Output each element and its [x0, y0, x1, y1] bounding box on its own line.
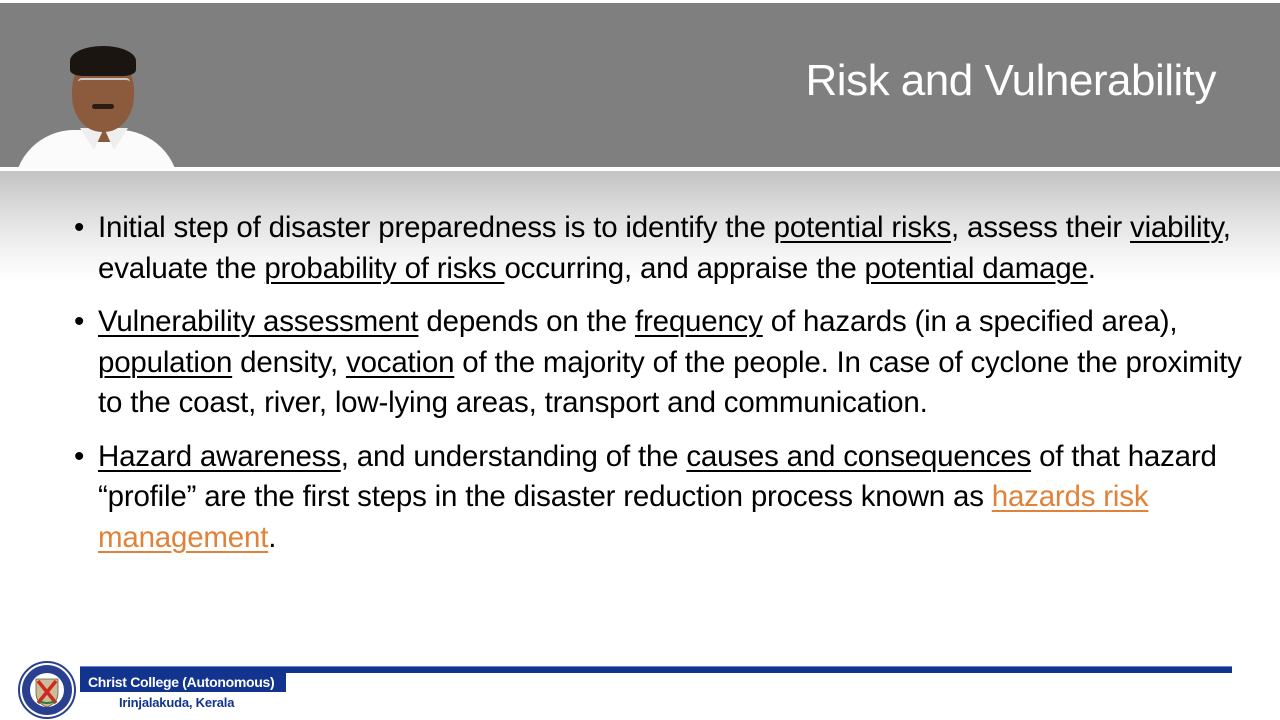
bullet-text: , and understanding of the — [340, 439, 687, 473]
bullet-dot-icon: • — [74, 439, 85, 473]
emphasized-term: viability — [1130, 211, 1223, 244]
bullet-text: density, — [232, 345, 347, 379]
presenter-mustache — [92, 104, 114, 109]
college-crest-icon — [18, 661, 76, 719]
presenter-hair — [70, 46, 136, 76]
emphasized-term: Vulnerability assessment — [98, 305, 419, 338]
emphasized-term: population — [98, 345, 233, 379]
bullet-text: of the majority of the people. In case of cyclone the proximity to the coast, river, low-lying areas, transport and communication. — [98, 345, 1242, 419]
bullet-text: , assess their — [951, 211, 1131, 244]
bullet-text: occurring, and appraise the — [504, 251, 865, 285]
presenter-video — [14, 38, 179, 168]
bullet-item — [74, 208, 1244, 289]
footer-location: Irinjalakuda, Kerala — [119, 695, 235, 710]
bullet-dot-icon: • — [74, 211, 85, 244]
bullet-text: of hazards (in a specified area), — [762, 305, 1178, 338]
emphasized-term: Hazard awareness — [98, 439, 341, 473]
bullet-item — [74, 302, 1244, 424]
emphasized-term: vocation — [346, 345, 455, 379]
emphasized-term: frequency — [635, 305, 763, 338]
emphasized-term: causes and consequences — [686, 439, 1032, 473]
bullet-text: depends on the — [418, 305, 636, 338]
hyperlink-hazards-risk-management[interactable]: hazards risk management — [98, 480, 1149, 554]
bullet-text: , evaluate the — [98, 211, 1231, 285]
bullet-item — [74, 437, 1244, 559]
bullet-text: of that hazard “profile” are the first steps in the disaster reduction process known as — [98, 439, 1217, 513]
bullet-text: . — [1087, 251, 1096, 285]
bullet-text: Initial step of disaster preparedness is to identify the — [98, 211, 774, 244]
emphasized-term: potential damage — [864, 251, 1088, 285]
slide-title: Risk and Vulnerability — [805, 56, 1216, 105]
bullet-text: . — [268, 520, 277, 554]
bullet-dot-icon: • — [74, 305, 85, 338]
bullet-list — [74, 208, 1244, 571]
footer-institution: Christ College (Autonomous) — [80, 672, 286, 692]
emphasized-term: probability of risks — [264, 251, 505, 285]
presenter-glasses — [78, 78, 130, 90]
emphasized-term: potential risks — [773, 211, 952, 244]
